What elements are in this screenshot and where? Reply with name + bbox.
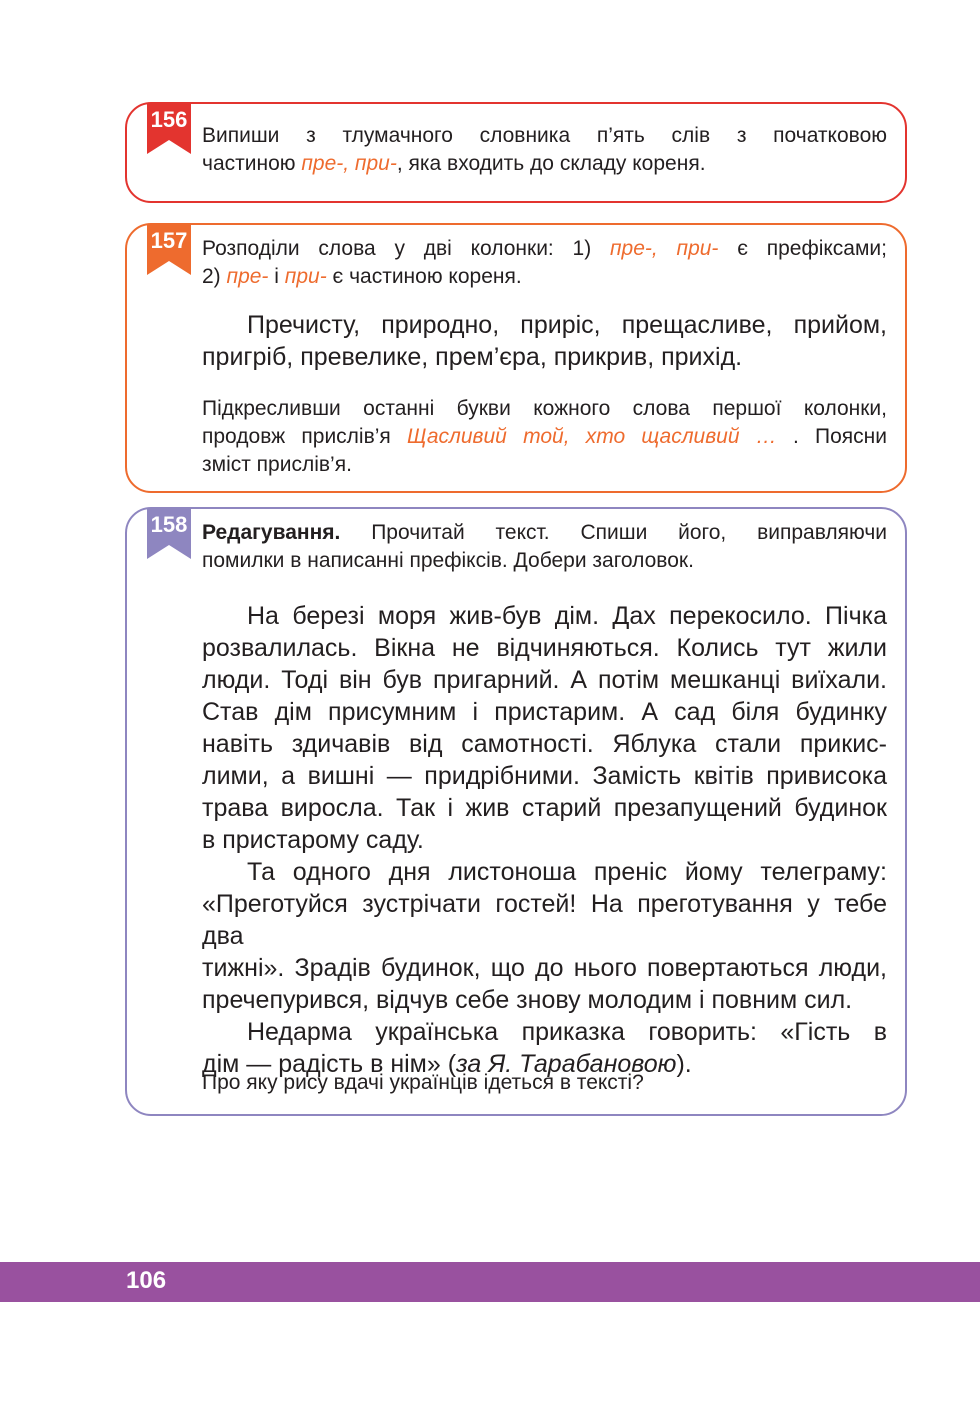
instruction-line: Розподіли слова у дві колонки: 1) пре-, при- є префіксами; (202, 237, 887, 260)
exercise-number-badge (147, 104, 191, 154)
task-line: зміст прислів’я. (202, 453, 352, 476)
exercise-158 (125, 507, 907, 1116)
instruction-line: частиною пре-, при-, яка входить до складу кореня. (202, 152, 706, 175)
exercise-number: 157 (150, 228, 188, 253)
instruction-line: Редагування. Прочитай текст. Спиши його, виправляючи (202, 521, 887, 544)
source-attribution: за Я. Тарабановою (456, 1050, 677, 1078)
story-line: навіть здичавів від самотності. Яблука стали прикис- (202, 730, 887, 758)
word-list-line: Пречисту, природно, приріс, прещасливе, прийом, (247, 311, 887, 339)
story-line: «Преготуйся зустрічати гостей! На преготування у тебе два (202, 890, 887, 950)
exercise-number: 156 (150, 107, 188, 132)
story-line: трава виросла. Так і жив старий презапущений будинок (202, 794, 887, 822)
highlight-prefix: пре-, при- (301, 152, 397, 175)
follow-up-task (202, 395, 887, 479)
story-line: люди. Тоді він був пригарний. А потім мешканці виїхали. (202, 666, 887, 694)
exercise-number-badge (147, 509, 191, 559)
highlight-prefix: пре- (226, 265, 269, 288)
instruction-bold-lead: Редагування. (202, 521, 341, 544)
story-line: лими, а вишні — придрібними. Замість квітів привисока (202, 762, 887, 790)
exercise-156 (125, 102, 907, 203)
question: Про яку рису вдачі українців ідеться в тексті? (202, 1071, 644, 1094)
proverb-highlight: Щасливий той, хто щасливий … (407, 425, 777, 448)
task-line: продовж прислів’я Щасливий той, хто щасливий … . Поясни (202, 425, 887, 448)
instruction-line: помилки в написанні префіксів. Добери заголовок. (202, 549, 694, 572)
exercise-instruction (202, 122, 887, 178)
highlight-prefix: при- (284, 265, 327, 288)
story-line: Та одного дня листоноша преніс йому телеграму: (247, 858, 887, 886)
story-line: розвалилась. Вікна не відчиняються. Колись тут жили (202, 634, 887, 662)
story-line: Недарма українська приказка говорить: «Гість в (247, 1018, 887, 1046)
story-line: дім — радість в нім» (за Я. Тарабановою). (202, 1050, 692, 1078)
exercise-157 (125, 223, 907, 493)
task-line: Підкресливши останні букви кожного слова першої колонки, (202, 397, 887, 420)
exercise-instruction (202, 519, 887, 575)
page-number: 106 (126, 1267, 167, 1294)
exercise-instruction (202, 235, 887, 291)
instruction-line: 2) пре- і при- є частиною кореня. (202, 265, 522, 288)
word-list (202, 309, 887, 373)
story-line: в пристарому саду. (202, 826, 424, 854)
story-line: тижні». Зрадів будинок, що до нього повертаються люди, (202, 954, 887, 982)
story-line: На березі моря жив-був дім. Дах перекосило. Пічка (247, 602, 887, 630)
exercise-number-badge (147, 225, 191, 275)
word-list-line: пригріб, превелике, прем’єра, прикрив, прихід. (202, 343, 743, 371)
story-text (202, 600, 887, 1080)
story-line: пречепурився, відчув себе знову молодим і повним сил. (202, 986, 853, 1014)
highlight-prefix: пре-, при- (610, 237, 719, 260)
exercise-number: 158 (150, 512, 188, 537)
instruction-line: Випиши з тлумачного словника п’ять слів з початковою (202, 124, 887, 147)
page-footer-bar (0, 1262, 980, 1302)
story-line: Став дім присумним і пристарим. А сад біля будинку (202, 698, 887, 726)
